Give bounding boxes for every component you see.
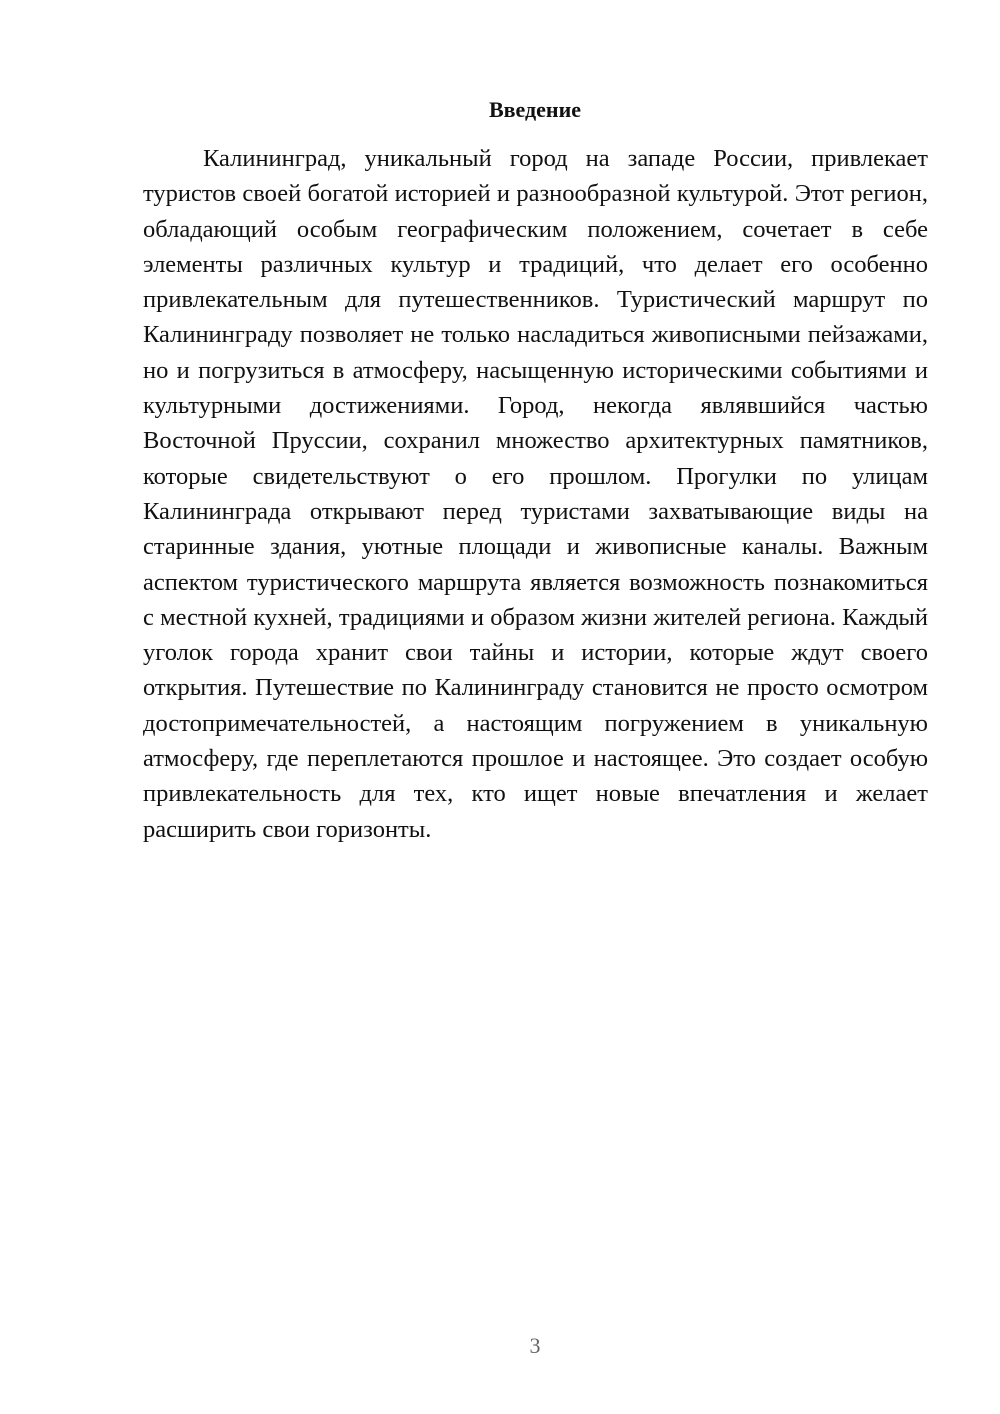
page-number: 3: [529, 1333, 541, 1358]
introduction-paragraph: Калининград, уникальный город на западе России, привлекает туристов своей богатой историей и разнообразной культурой. Этот регион, обладающий особым географическим положением, сочетает в себе элементы различных культур и традиций, что делает его особенно привлекательным для путешественников. Туристический маршрут по Калининграду позволяет не только насладиться живописными пейзажами, но и погрузиться в атмосферу, насыщенную историческими событиями и культурными достижениями. Город, некогда являвшийся частью Восточной Пруссии, сохранил множество архитектурных памятников, которые свидетельствуют о его прошлом. Прогулки по улицам Калининграда открывают перед туристами захватывающие виды на старинные здания, уютные площади и живописные каналы. Важным аспектом туристического маршрута является возможность познакомиться с местной кухней, традициями и образом жизни жителей региона. Каждый уголок города хранит свои тайны и истории, которые ждут своего открытия. Путешествие по Калининграду становится не просто осмотром достопримечательностей, а настоящим погружением в уникальную атмосферу, где переплетаются прошлое и настоящее. Это создает особую привлекательность для тех, кто ищет новые впечатления и желает расширить свои горизонты.: [143, 145, 928, 843]
section-heading: Введение: [488, 97, 582, 122]
